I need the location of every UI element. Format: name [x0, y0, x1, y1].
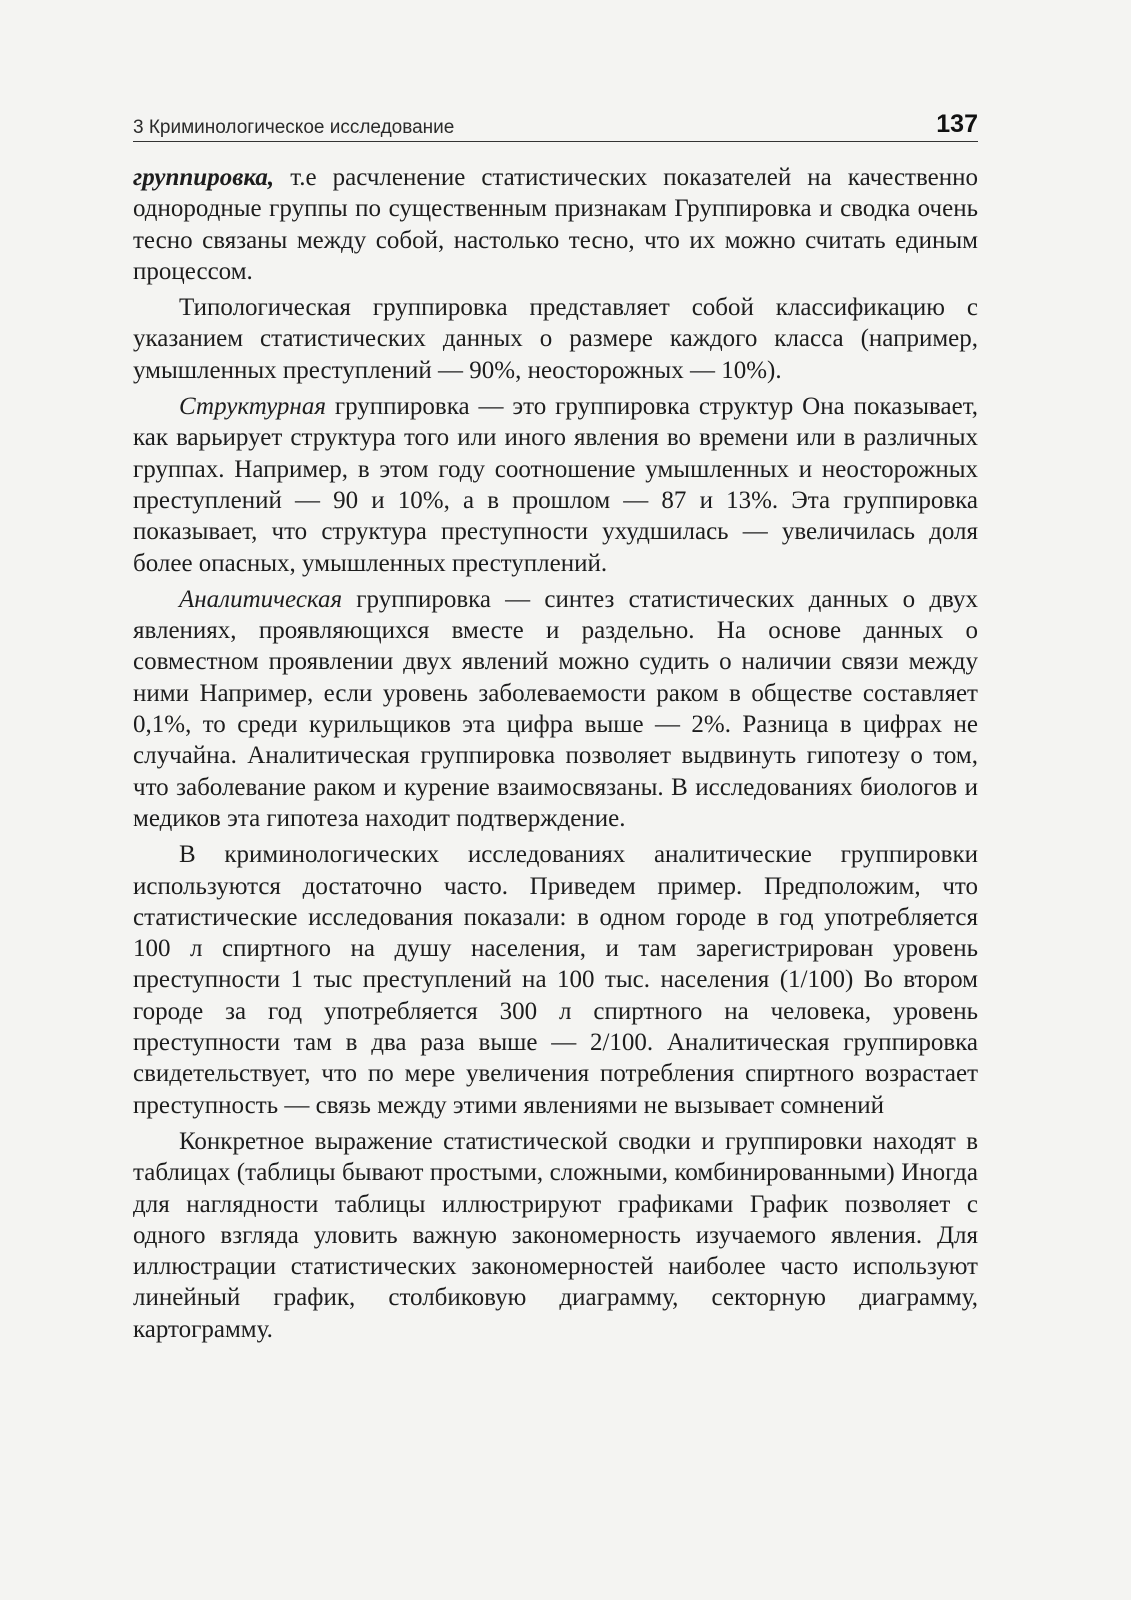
term-structural: Структурная: [179, 393, 326, 421]
paragraph-text: т.е расчленение статистических показателей на качественно однородные группы по существенным признакам Группировка и сводка очень тесно связаны между собой, настолько тесно, что их можно считать единым процессом.: [133, 164, 978, 285]
paragraph-analytical: [133, 584, 978, 834]
paragraph-criminological-example: [133, 839, 978, 1121]
paragraph-text: группировка — синтез статистических данных о двух явлениях, проявляющихся вместе и раздельно. На основе данных о совместном проявлении двух явлений можно судить о наличии связи между ними Например, если уровень заболеваемости раком в обществе составляет 0,1%, то среди курильщиков эта цифра выше — 2%. Разница в цифрах не случайна. Аналитическая группировка позволяет выдвинуть гипотезу о том, что заболевание раком и курение взаимосвязаны. В исследованиях биологов и медиков эта гипотеза находит подтверждение.: [133, 585, 978, 832]
term-grouping: группировка,: [133, 164, 275, 191]
book-page: [133, 110, 978, 1350]
paragraph-text: группировка — это группировка структур Она показывает, как варьирует структура того или иного явления во времени или в различных группах. Например, в этом году соотношение умышленных и неосторожных преступлений — 90 и 10%, а в прошлом — 87 и 13%. Эта группировка показывает, что структура преступности ухудшилась — увеличилась доля более опасных, умышленных преступлений.: [133, 393, 978, 577]
paragraph-text: В криминологических исследованиях аналитические группировки используются достаточно часто. Приведем пример. Предположим, что статистические исследования показали: в одном городе в год употребляется 100 л спиртного на душу населения, и там зарегистрирован уровень преступности 1 тыс преступлений на 100 тыс. населения (1/100) Во втором городе за год употребляется 300 л спиртного на человека, уровень преступности там в два раза выше — 2/100. Аналитическая группировка свидетельствует, что по мере увеличения потребления спиртного возрастает преступность — связь между этими явлениями не вызывает сомнений: [133, 841, 978, 1119]
page-number: 137: [936, 110, 978, 138]
page-body: [133, 162, 978, 1345]
paragraph-text: Типологическая группировка представляет собой классификацию с указанием статистических данных о размере каждого класса (например, умышленных преступлений — 90%, неосторожных — 10%).: [133, 294, 978, 384]
term-analytical: Аналитическая: [179, 585, 343, 613]
paragraph-typological: [133, 292, 978, 386]
paragraph-text: Конкретное выражение статистической сводки и группировки находят в таблицах (таблицы бывают простыми, сложными, комбинированными) Иногда для наглядности таблицы иллюстрируют графиками График позволяет с одного взгляда уловить важную закономерность изучаемого явления. Для иллюстрации статистических закономерностей наиболее часто используют линейный график, столбиковую диаграмму, секторную диаграмму, картограмму.: [133, 1127, 978, 1343]
chapter-title: 3 Криминологическое исследование: [133, 117, 455, 138]
paragraph-tables-graphs: [133, 1126, 978, 1345]
paragraph-structural: [133, 391, 978, 579]
running-header: [133, 110, 978, 142]
paragraph-grouping-definition: [133, 162, 978, 287]
